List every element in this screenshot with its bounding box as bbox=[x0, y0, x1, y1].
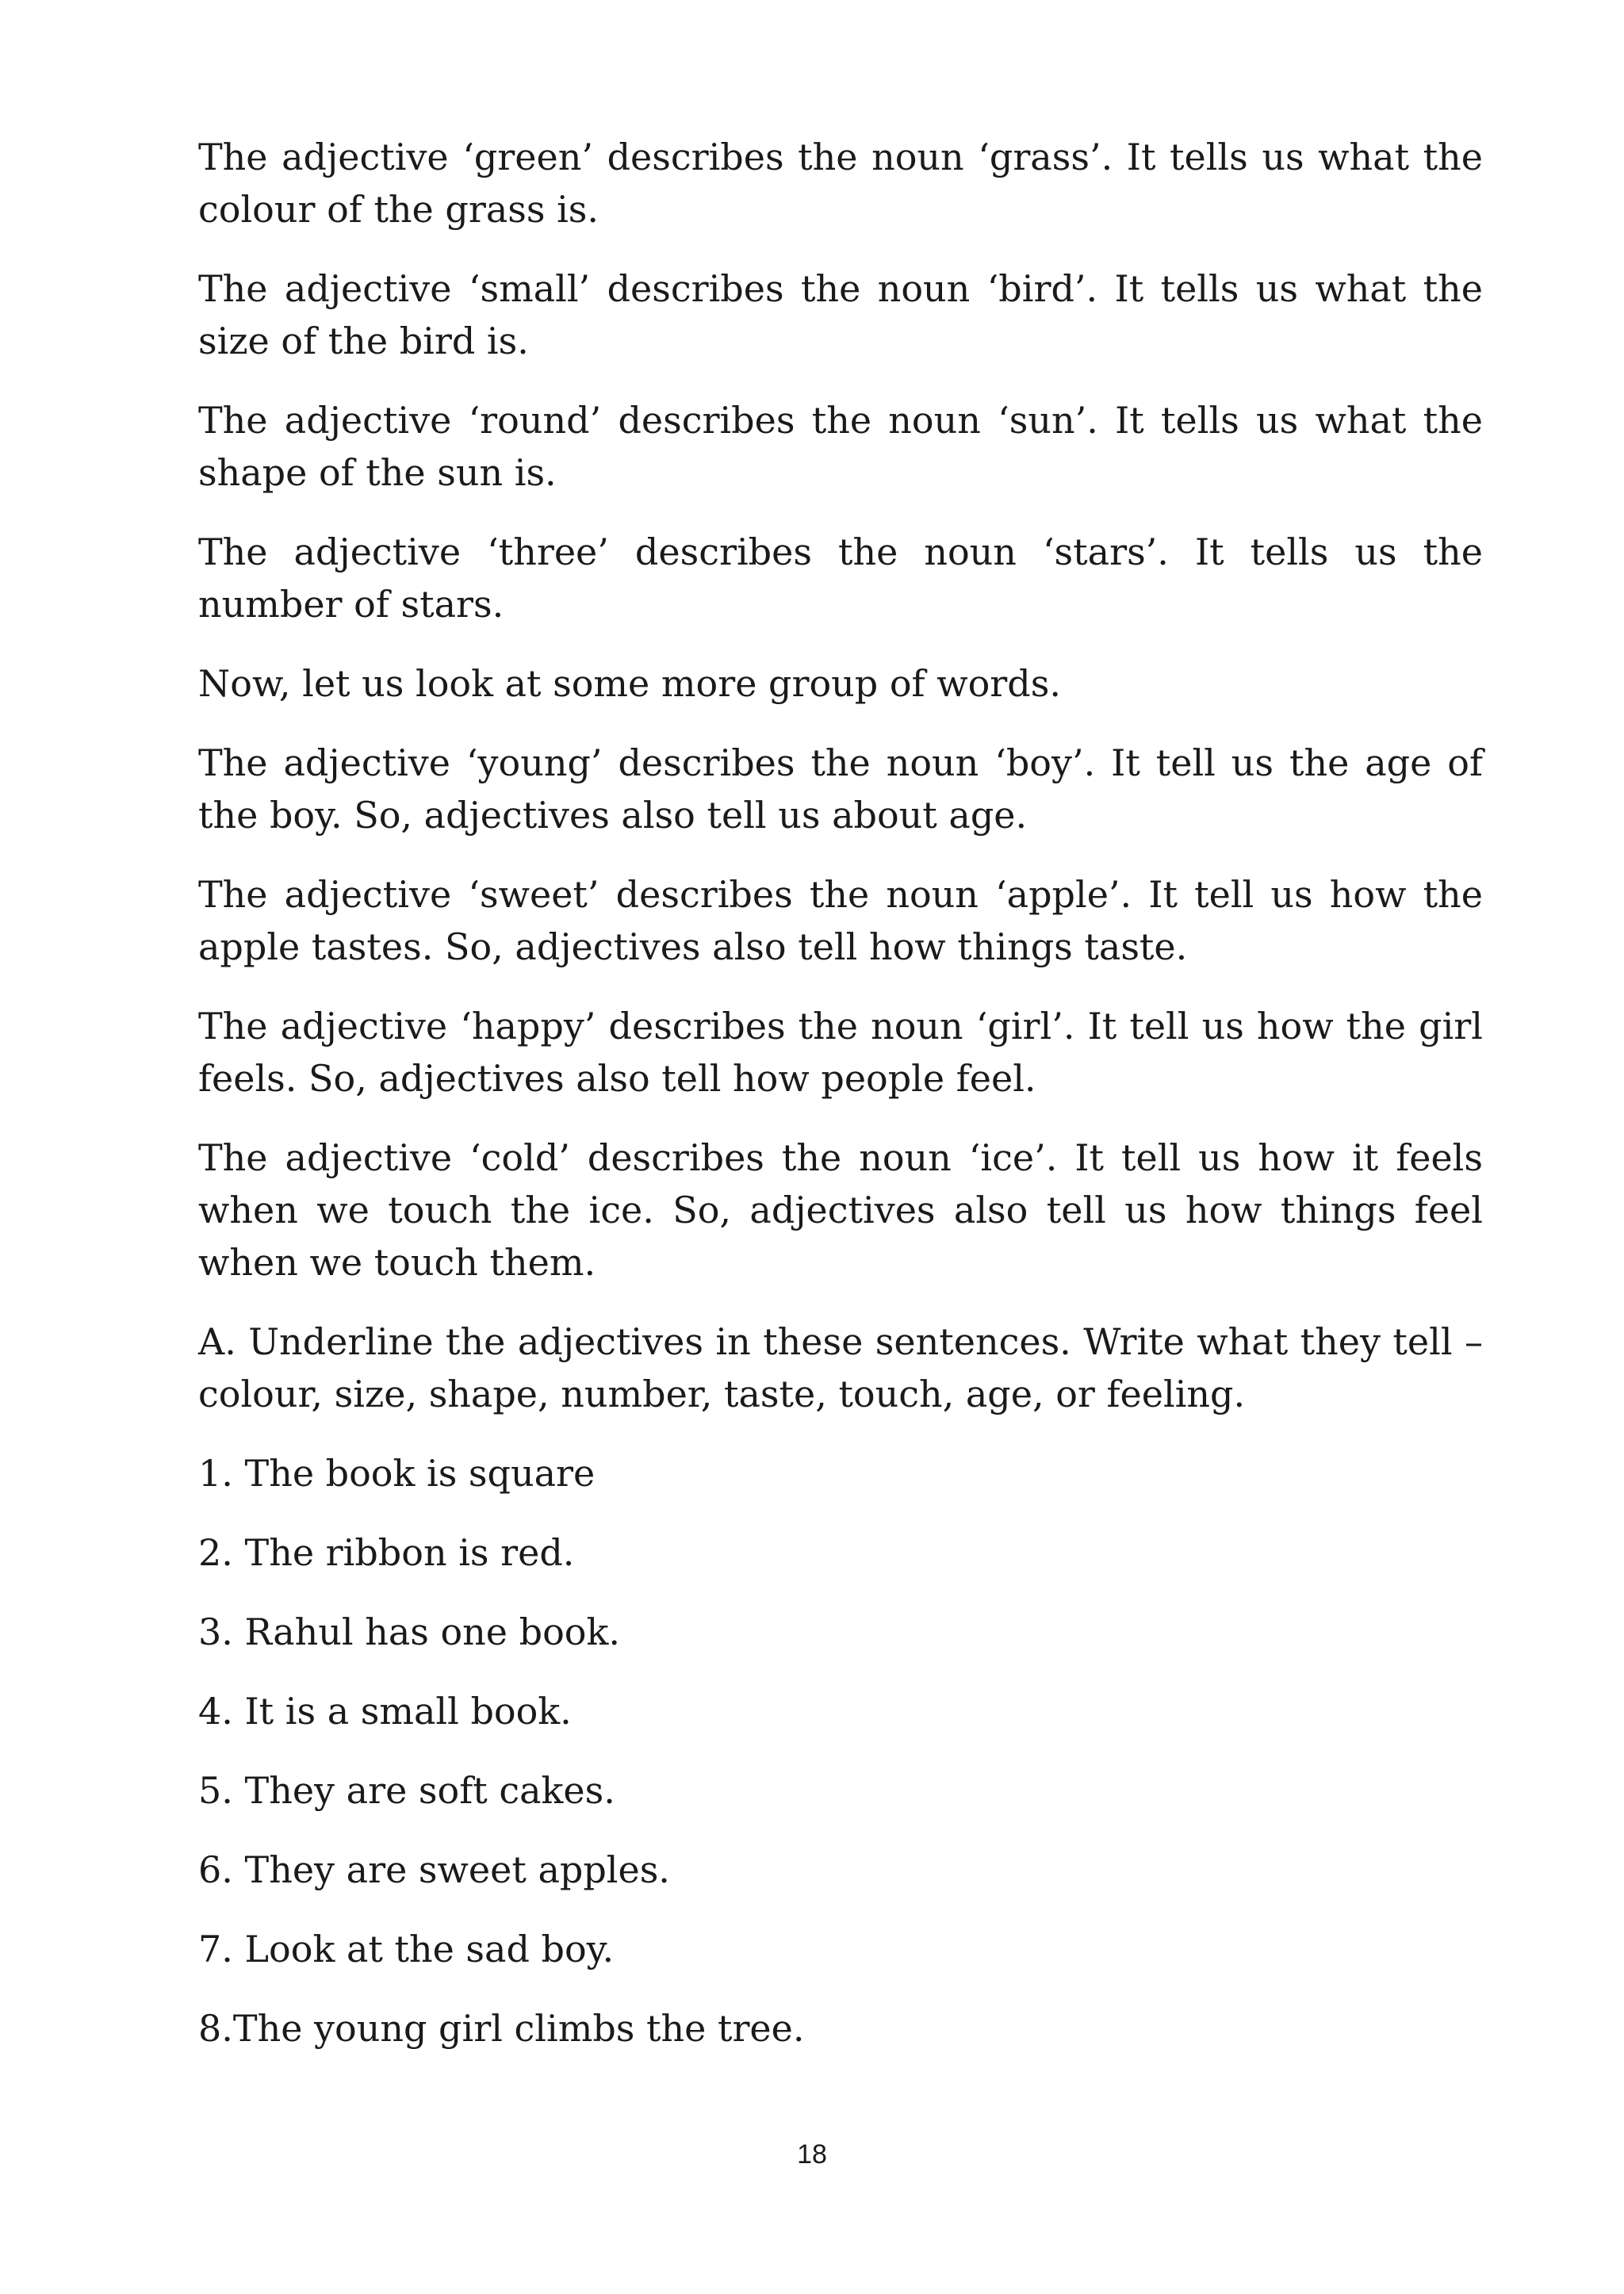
exercise-item: 7. Look at the sad boy. bbox=[198, 1928, 615, 1970]
page-number: 18 bbox=[797, 2139, 827, 2170]
exercise-instruction: A. Underline the adjectives in these sentences. Write what they tell – colour, size, shape, number, taste, touch, age, or feeling. bbox=[198, 1320, 1483, 1415]
exercise-item: 6. They are sweet apples. bbox=[198, 1848, 670, 1891]
page-content bbox=[198, 131, 1483, 2081]
exercise-list bbox=[198, 1447, 1483, 2055]
exercise-item: 5. They are soft cakes. bbox=[198, 1769, 615, 1812]
exercise-item: 4. It is a small book. bbox=[198, 1690, 572, 1733]
exercise-item: 1. The book is square bbox=[198, 1452, 596, 1495]
exercise-item: 8.The young girl climbs the tree. bbox=[198, 2007, 805, 2050]
exercise-item: 3. Rahul has one book. bbox=[198, 1610, 620, 1653]
exercise-item: 2. The ribbon is red. bbox=[198, 1531, 575, 1574]
paragraph-young-boy: The adjective ‘young’ describes the noun ‘boy’. It tell us the age of the boy. So, adjectives also tell us about age. bbox=[198, 741, 1483, 837]
paragraph-round-sun: The adjective ‘round’ describes the noun ‘sun’. It tells us what the shape of the sun is. bbox=[198, 399, 1483, 494]
paragraph-sweet-apple: The adjective ‘sweet’ describes the noun ‘apple’. It tell us how the apple tastes. So, adjectives also tell how things taste. bbox=[198, 873, 1483, 968]
paragraph-three-stars: The adjective ‘three’ describes the noun ‘stars’. It tells us the number of stars. bbox=[198, 530, 1483, 626]
paragraph-more-words: Now, let us look at some more group of words. bbox=[198, 662, 1061, 705]
paragraph-cold-ice: The adjective ‘cold’ describes the noun ‘ice’. It tell us how it feels when we touch the ice. So, adjectives also tell us how things feel when we touch them. bbox=[198, 1136, 1483, 1284]
paragraph-green-grass: The adjective ‘green’ describes the noun ‘grass’. It tells us what the colour of the grass is. bbox=[198, 136, 1483, 231]
paragraph-happy-girl: The adjective ‘happy’ describes the noun ‘girl’. It tell us how the girl feels. So, adjectives also tell how people feel. bbox=[198, 1005, 1483, 1100]
paragraph-small-bird: The adjective ‘small’ describes the noun ‘bird’. It tells us what the size of the bird is. bbox=[198, 267, 1483, 362]
